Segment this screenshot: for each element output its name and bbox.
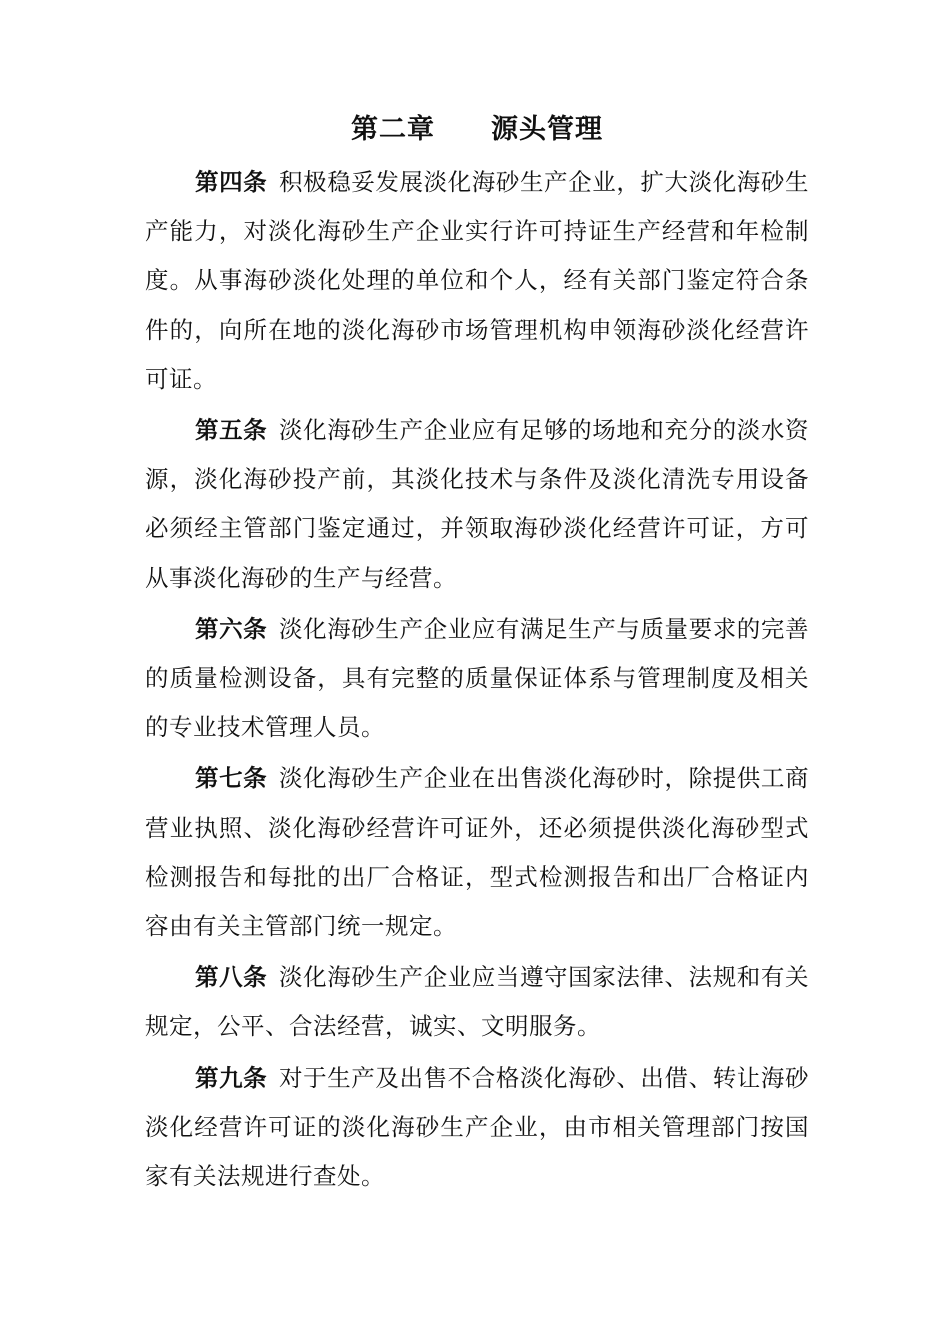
article-label: 第六条 bbox=[195, 614, 268, 643]
article-label: 第九条 bbox=[195, 1063, 268, 1092]
article-4 bbox=[145, 158, 809, 404]
article-7 bbox=[145, 754, 809, 951]
article-9 bbox=[145, 1054, 809, 1202]
article-label: 第四条 bbox=[195, 168, 268, 196]
article-text: 淡化海砂生产企业在出售淡化海砂时，除提供工商营业执照、淡化海砂经营许可证外，还必须提供淡化海砂型式检测报告和每批的出厂合格证，型式检测报告和出厂合格证内容由有关主管部门统一规定。 bbox=[145, 764, 809, 941]
article-text: 淡化海砂生产企业应当遵守国家法律、法规和有关规定，公平、合法经营，诚实、文明服务。 bbox=[145, 963, 809, 1041]
article-5 bbox=[145, 406, 809, 603]
article-6 bbox=[145, 605, 809, 753]
article-label: 第五条 bbox=[195, 416, 268, 445]
article-text: 淡化海砂生产企业应有满足生产与质量要求的完善的质量检测设备，具有完整的质量保证体系与管理制度及相关的专业技术管理人员。 bbox=[145, 614, 809, 742]
article-text: 积极稳妥发展淡化海砂生产企业，扩大淡化海砂生产能力，对淡化海砂生产企业实行许可持证生产经营和年检制度。从事海砂淡化处理的单位和个人，经有关部门鉴定符合条件的，向所在地的淡化海砂市场管理机构申领海砂淡化经营许可证。 bbox=[145, 168, 809, 393]
article-label: 第八条 bbox=[195, 963, 268, 992]
article-text: 淡化海砂生产企业应有足够的场地和充分的淡水资源，淡化海砂投产前，其淡化技术与条件及淡化清洗专用设备必须经主管部门鉴定通过，并领取海砂淡化经营许可证，方可从事淡化海砂的生产与经营。 bbox=[145, 416, 809, 592]
article-text: 对于生产及出售不合格淡化海砂、出借、转让海砂淡化经营许可证的淡化海砂生产企业，由市相关管理部门按国家有关法规进行查处。 bbox=[145, 1063, 809, 1191]
article-label: 第七条 bbox=[195, 764, 268, 793]
chapter-title: 第二章 源头管理 bbox=[351, 114, 603, 145]
article-8 bbox=[145, 953, 809, 1051]
document-page bbox=[145, 102, 809, 1201]
